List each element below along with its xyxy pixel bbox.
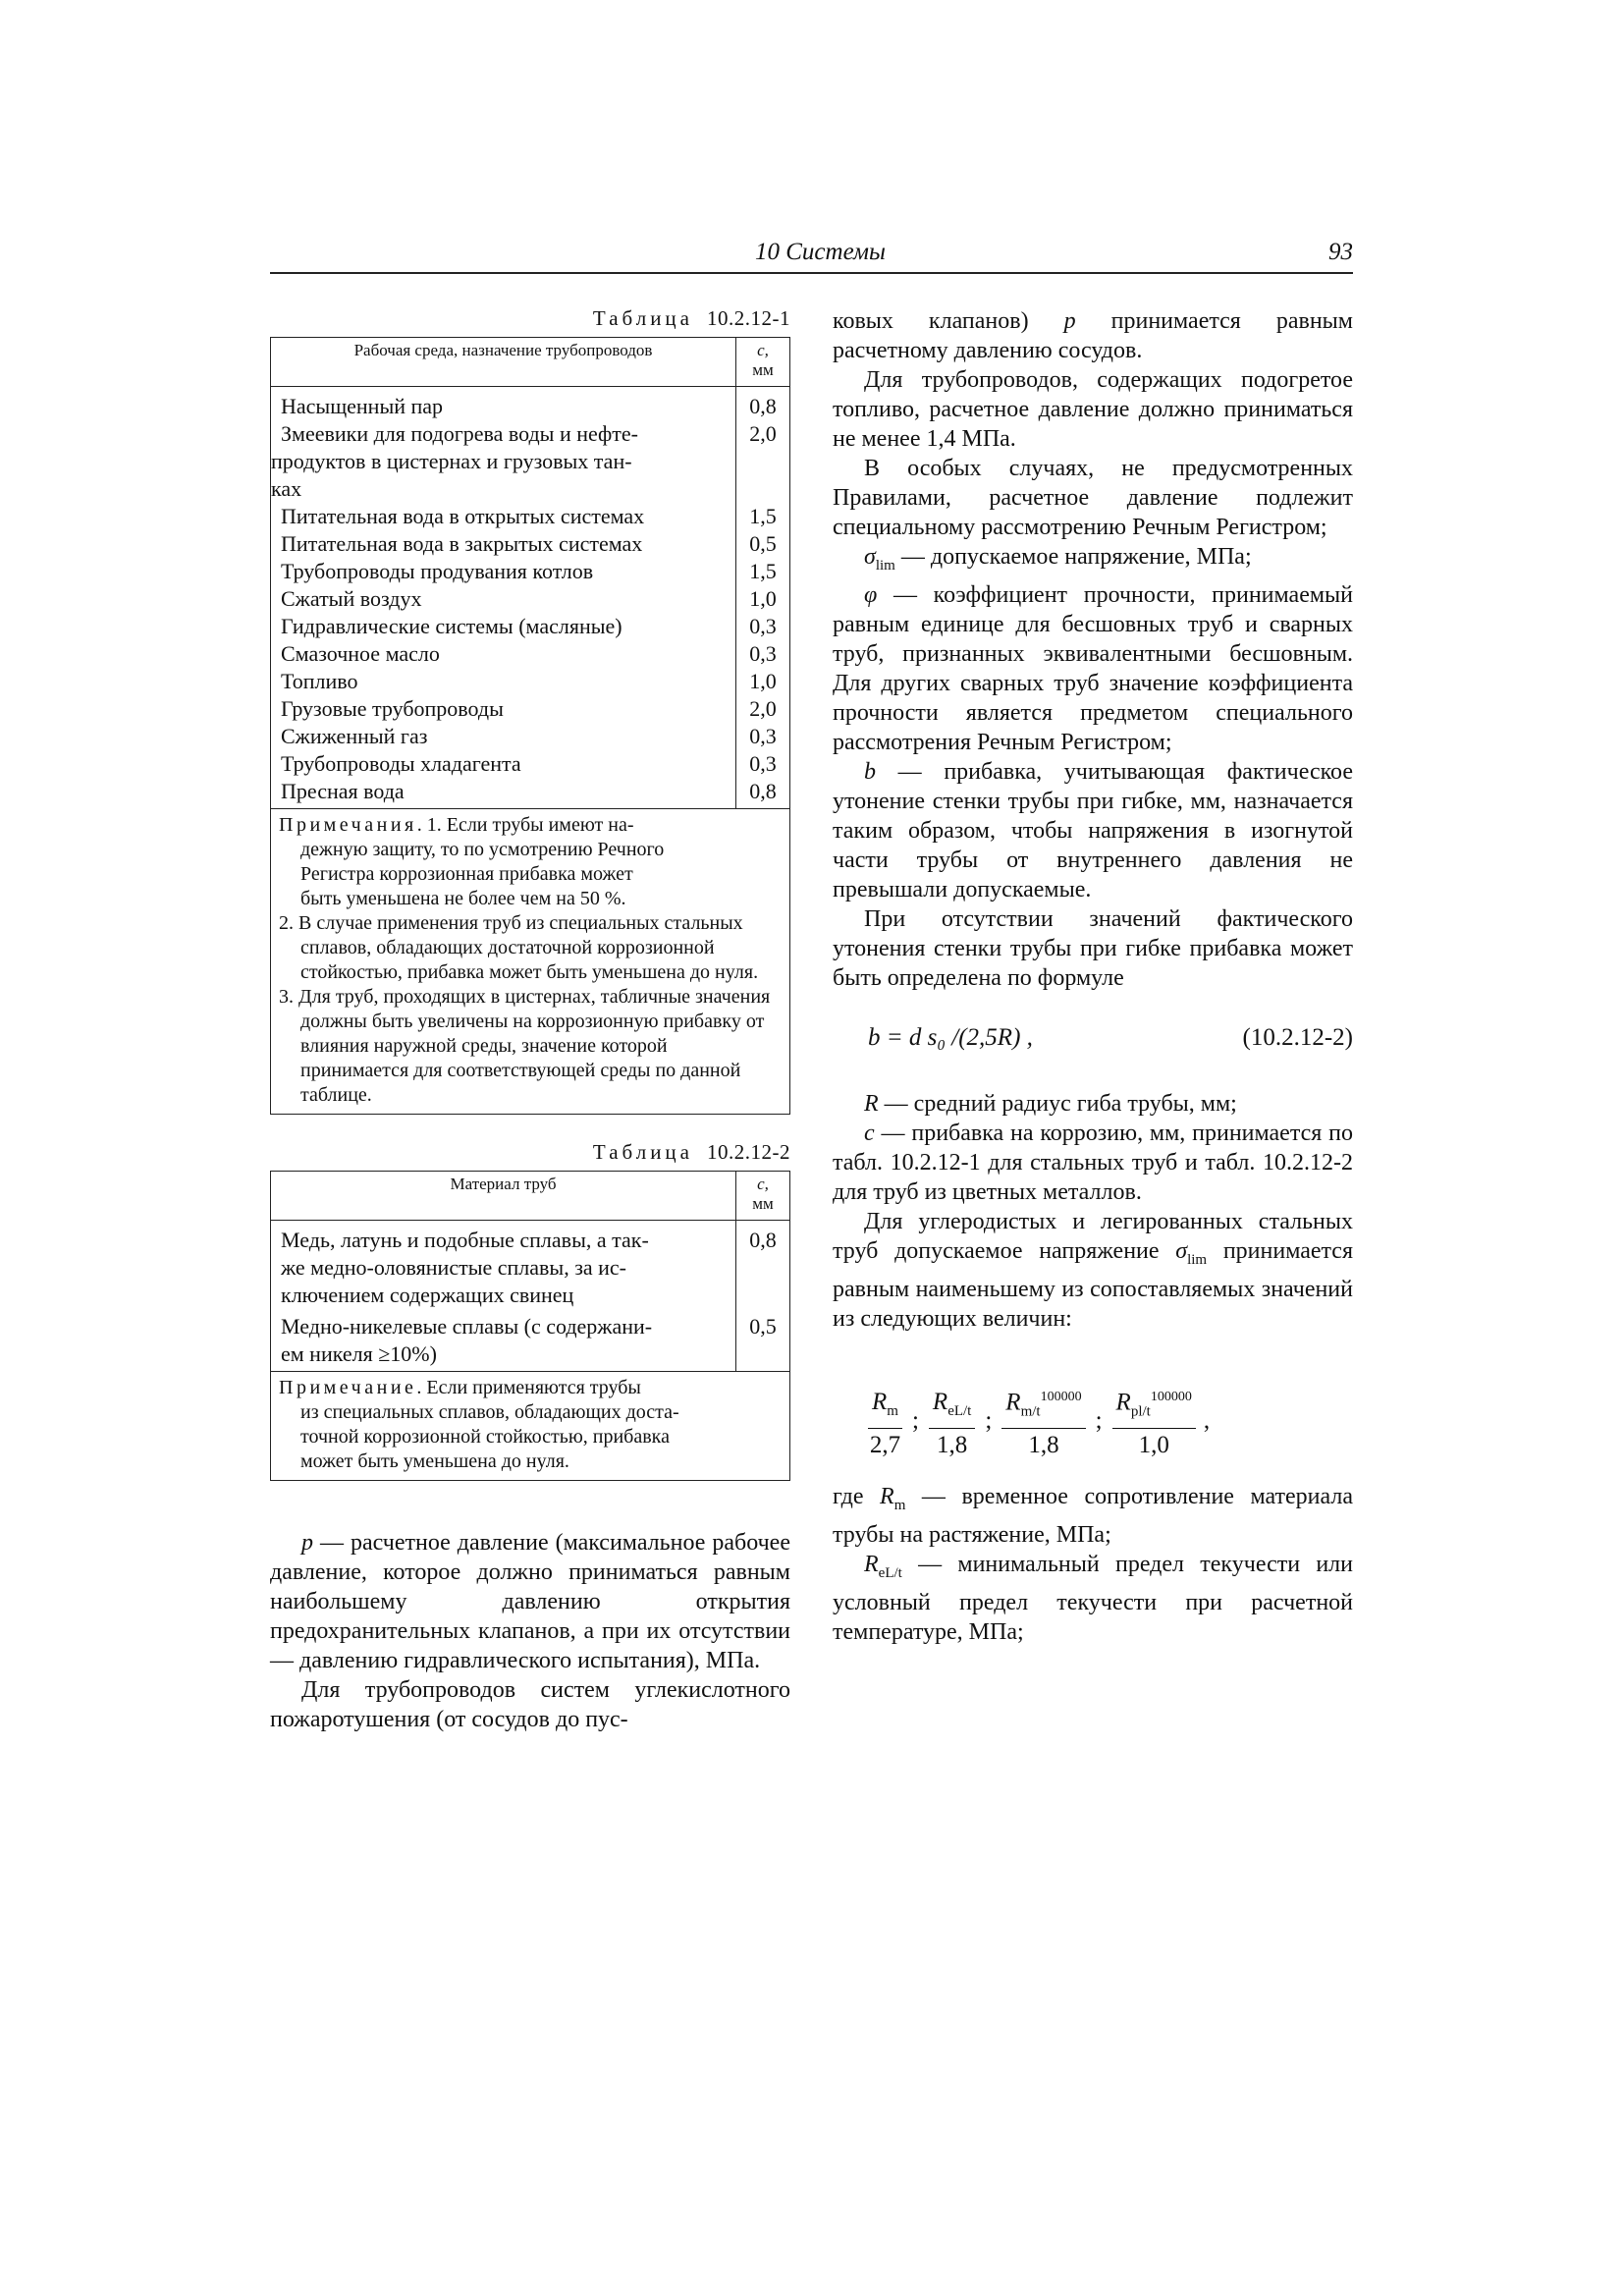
c-definition: c — прибавка на коррозию, мм, принимается по табл. 10.2.12-1 для стальных труб и табл. 10.2.12-2 для труб из цветных металлов. bbox=[833, 1120, 1353, 1205]
table-row: Медно-никелевые сплавы (с содержани- ем никеля ≥10%) 0,5 bbox=[271, 1309, 790, 1372]
table-row: Гидравлические системы (масляные) 0,3 bbox=[271, 613, 790, 640]
b-definition: b — прибавка, учитывающая фактическое утонение стенки трубы при гибке, мм, назначается таким образом, чтобы напряжения в изогнутой части трубы от внутреннего давления не превышали допускаемые. bbox=[833, 758, 1353, 902]
col-material-header: Материал труб bbox=[271, 1172, 736, 1221]
absent-paragraph: При отсутствии значений фактического утонения стенки трубы при гибке прибавка может быть определена по формуле bbox=[833, 905, 1353, 991]
table-row: Трубопроводы хладагента 0,3 bbox=[271, 750, 790, 778]
formula-10-2-12-2 bbox=[833, 1016, 1353, 1071]
table-notes-row bbox=[271, 809, 790, 1115]
table-row: Насыщенный пар 0,8 bbox=[271, 387, 790, 421]
formula-number: (10.2.12-2) bbox=[1242, 1023, 1353, 1051]
table-row: Медь, латунь и подобные сплавы, а так- же медно-оловянистые сплавы, за ис- ключением содержащих свинец 0,8 bbox=[271, 1221, 790, 1310]
table-row: Питательная вода в открытых системах 1,5 bbox=[271, 503, 790, 530]
table-header-row bbox=[271, 1172, 790, 1221]
table-corrosion-nonferrous bbox=[270, 1171, 790, 1481]
table2-caption: Таблица 10.2.12-2 bbox=[592, 1140, 790, 1164]
table-row: Трубопроводы продувания котлов 1,5 bbox=[271, 558, 790, 585]
table-row: Смазочное масло 0,3 bbox=[271, 640, 790, 668]
continued-paragraph: ковых клапанов) р принимается равным расчетному давлению сосудов. bbox=[833, 308, 1353, 363]
table-row: Топливо 1,0 bbox=[271, 668, 790, 695]
table-row: Питательная вода в закрытых системах 0,5 bbox=[271, 530, 790, 558]
table1-notes: Примечания. 1. Если трубы имеют на- дежную защиту, то по усмотрению Речного Регистра коррозионная прибавка может быть уменьшена не более чем на 50 %. 2. В случае применения труб из специальных стальных сплавов, обладающих достаточной коррозионной стойкостью, прибавка может быть уменьшена до нуля. 3. Для труб, проходящих в цистернах, табличные значения должны быть увеличены на коррозионную прибавку от влияния наружной среды, значение которой принимается для соответствующей среды по данной таблице. bbox=[271, 809, 790, 1115]
table-row: Грузовые трубопроводы 2,0 bbox=[271, 695, 790, 723]
steel-paragraph: Для углеродистых и легированных стальных труб допускаемое напряжение $\sigma_{lim}$ принимается равным наименьшему из сопоставляемых значений из следующих величин: bbox=[833, 1208, 1353, 1332]
col-c-header: с, мм bbox=[736, 1172, 790, 1221]
phi-definition: φ — коэффициент прочности, принимаемый равным единице для бесшовных труб и сварных труб, признанных эквивалентными бесшовным. Для других сварных труб значение коэффициента прочности является предметом специального рассмотрения Речным Регистром; bbox=[833, 581, 1353, 755]
col-c-header: с, мм bbox=[736, 338, 790, 387]
rel-definition: $R_{eL/t}$ — минимальный предел текучести или условный предел текучести при расчетной температуре, МПа; bbox=[833, 1551, 1353, 1645]
table-row: Сжиженный газ 0,3 bbox=[271, 723, 790, 750]
table-header-row bbox=[271, 338, 790, 387]
page-header bbox=[270, 239, 1353, 274]
section-title: 10 Системы bbox=[755, 239, 886, 265]
formula-expression: b = d s₀ /(2,5R) , bbox=[868, 1023, 1033, 1051]
left-column bbox=[270, 306, 790, 1734]
table-row: Змеевики для подогрева воды и нефте- продуктов в цистернах и грузовых тан- ках 2,0 bbox=[271, 420, 790, 503]
p-definition: p — расчетное давление (максимальное рабочее давление, которое должно приниматься равным наибольшему давлению открытия предохранительных клапанов, а при их отсутствии — давлению гидравлического испытания), МПа. bbox=[270, 1530, 790, 1673]
R-definition: R — средний радиус гиба трубы, мм; bbox=[864, 1090, 1237, 1117]
page-number: 93 bbox=[1328, 239, 1353, 265]
table-row: Пресная вода 0,8 bbox=[271, 778, 790, 809]
table-row: Сжатый воздух 1,0 bbox=[271, 585, 790, 613]
col-medium-header: Рабочая среда, назначение трубопроводов bbox=[271, 338, 736, 387]
fraction-rm: $\frac{R_m}{2,7}$ bbox=[869, 1388, 901, 1458]
fraction-rel: $\frac{R_{eL/t}}{1,8}$ bbox=[929, 1388, 975, 1460]
sigma-definition: $\sigma_{lim}$ — допускаемое напряжение, МПа; bbox=[864, 544, 1252, 574]
fraction-rm-100000: $\frac{R_{m/t}^{100000}}{1,8}$ bbox=[1001, 1383, 1085, 1460]
special-cases-paragraph: В особых случаях, не предусмотренных Правилами, расчетное давление подлежит специальному рассмотрению Речным Регистром; bbox=[833, 456, 1353, 540]
table-corrosion-steel bbox=[270, 337, 790, 1115]
stress-fractions: $\frac{R_m}{2,7}$ ; $\frac{R_{eL/t}}{1,8}$ ; $\frac{R_{m/t}^{100000}}{1,8}$ ; $\frac{R_{pl/t}^{100000}}{1,0}$ , bbox=[868, 1383, 1353, 1460]
co2-paragraph: Для трубопроводов систем углекислотного пожаротушения (от сосудов до пус- bbox=[270, 1677, 790, 1732]
fraction-rpl-100000: $\frac{R_{pl/t}^{100000}}{1,0}$ bbox=[1112, 1383, 1196, 1460]
rm-definition: где $R_m$ — временное сопротивление материала трубы на растяжение, МПа; bbox=[833, 1483, 1353, 1548]
fuel-paragraph: Для трубопроводов, содержащих подогретое топливо, расчетное давление должно приниматься не менее 1,4 МПа. bbox=[833, 367, 1353, 452]
table2-note: Примечание. Если применяются трубы из специальных сплавов, обладающих доста- точной коррозионной стойкостью, прибавка может быть уменьшена до нуля. bbox=[271, 1372, 790, 1481]
table-notes-row bbox=[271, 1372, 790, 1481]
right-column bbox=[833, 306, 1353, 1647]
table1-caption: Таблица 10.2.12-1 bbox=[592, 306, 790, 330]
